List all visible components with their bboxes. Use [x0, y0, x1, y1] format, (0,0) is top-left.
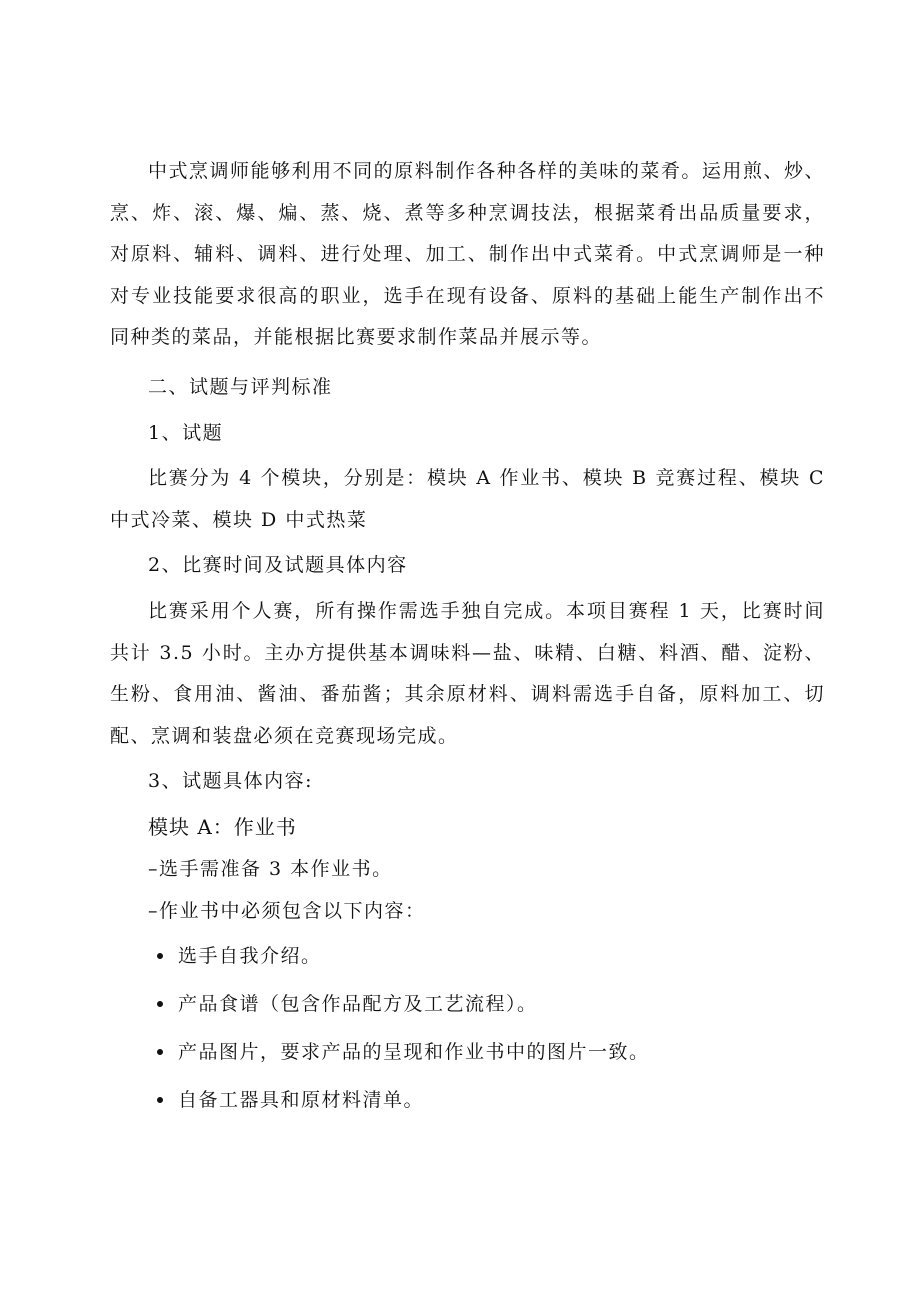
list-item — [110, 932, 825, 980]
list-item-text: 自备工器具和原材料清单。 — [178, 1089, 425, 1112]
intro-paragraph: 中式烹调师能够利用不同的原料制作各种各样的美味的菜肴。运用煎、炒、烹、炸、滚、爆、煸、蒸、烧、煮等多种烹调技法，根据菜肴出品质量要求，对原料、辅料、调料、进行处理、加工、制作出中式菜肴。中式烹调师是一种对专业技能要求很高的职业，选手在现有设备、原料的基础上能生产制作出不同种类的菜品，并能根据比赛要求制作菜品并展示等。 — [110, 160, 825, 349]
bullet-dot-icon — [157, 1097, 163, 1103]
subsection-2-heading: 2、比赛时间及试题具体内容 — [148, 554, 408, 577]
list-item — [110, 980, 825, 1028]
bullet-dot-icon — [157, 1049, 163, 1055]
list-item-text: 选手自我介绍。 — [178, 945, 322, 968]
bullet-dot-icon — [157, 1001, 163, 1007]
bullet-dot-icon — [157, 953, 163, 959]
list-item — [110, 1076, 825, 1124]
list-item-text: 产品食谱（包含作品配方及工艺流程）。 — [178, 993, 538, 1016]
subsection-3-heading: 3、试题具体内容: — [148, 770, 313, 793]
module-a-line-1: –选手需准备 3 本作业书。 — [148, 857, 393, 880]
subsection-1-paragraph: 比赛分为 4 个模块，分别是：模块 A 作业书、模块 B 竞赛过程、模块 C 中式冷菜、模块 D 中式热菜 — [110, 467, 825, 531]
module-a-bullet-list — [110, 932, 825, 1124]
list-item — [110, 1028, 825, 1076]
subsection-2-paragraph: 比赛采用个人赛，所有操作需选手独自完成。本项目赛程 1 天，比赛时间共计 3.5 小时。主办方提供基本调味料—盐、味精、白糖、料酒、醋、淀粉、生粉、食用油、酱油、番茄酱；其余原材料、调料需选手自备，原料加工、切配、烹调和装盘必须在竞赛现场完成。 — [110, 599, 825, 747]
subsection-1-heading: 1、试题 — [148, 421, 224, 444]
list-item-text: 产品图片，要求产品的呈现和作业书中的图片一致。 — [178, 1041, 650, 1064]
module-a-title: 模块 A：作业书 — [148, 814, 297, 839]
document-body — [110, 151, 825, 1124]
section-2-heading: 二、试题与评判标准 — [148, 375, 333, 398]
module-a-line-2: –作业书中必须包含以下内容： — [148, 899, 426, 922]
